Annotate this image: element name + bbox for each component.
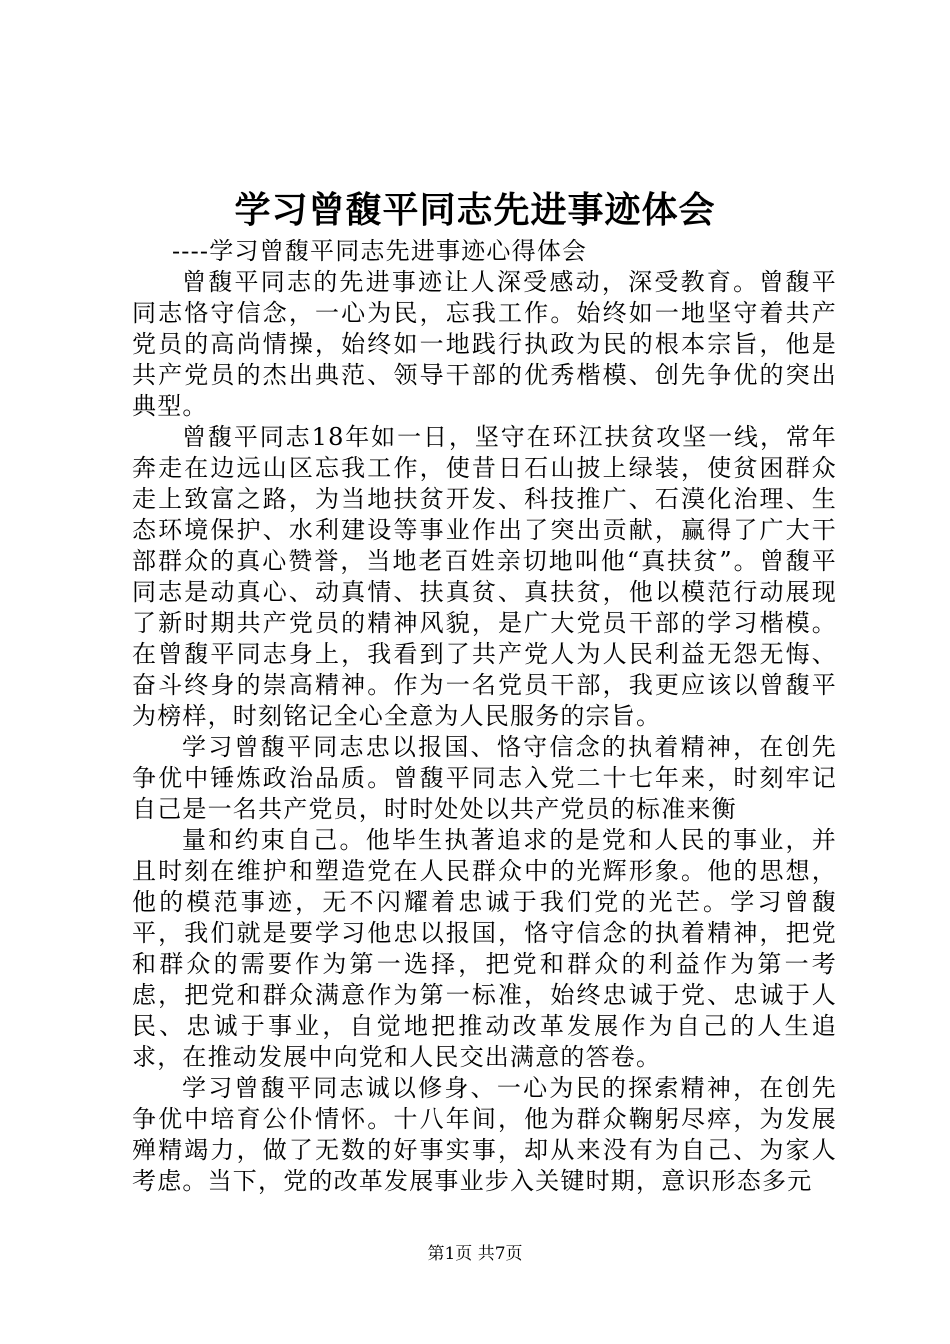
paragraph-4: 量和约束自己。他毕生执著追求的是党和人民的事业，并且时刻在维护和塑造党在人民群众中的光辉形象。他的思想，他的模范事迹，无不闪耀着忠诚于我们党的光芒。学习曾馥平，我们就是要学习他忠以报国，恪守信念的执着精神，把党和群众的需要作为第一选择，把党和群众的利益作为第一考虑，把党和群众满意作为第一标准，始终忠诚于党、忠诚于人民、忠诚于事业，自觉地把推动改革发展作为自己的人生追求，在推动发展中向党和人民交出满意的答卷。: [132, 826, 837, 1071]
page-footer: [0, 1242, 950, 1266]
paragraph-3: 学习曾馥平同志忠以报国、恪守信念的执着精神，在创先争优中锤炼政治品质。曾馥平同志入党二十七年来，时刻牢记自己是一名共产党员，时时处处以共产党员的标准来衡: [132, 733, 837, 823]
paragraph-5: 学习曾馥平同志诚以修身、一心为民的探索精神，在创先争优中培育公仆情怀。十八年间，他为群众鞠躬尽瘁，为发展殚精竭力，做了无数的好事实事，却从来没有为自己、为家人考虑。当下，党的改革发展事业步入关键时期，意识形态多元: [132, 1074, 837, 1195]
paragraph-1: 曾馥平同志的先进事迹让人深受感动，深受教育。曾馥平同志恪守信念，一心为民，忘我工作。始终如一地坚守着共产党员的高尚情操，始终如一地践行执政为民的根本宗旨，他是共产党员的杰出典范、领导干部的优秀楷模、创先争优的突出典型。: [132, 268, 837, 420]
document-title: 学习曾馥平同志先进事迹体会: [234, 189, 716, 231]
page-number: 第1页: [427, 1244, 473, 1264]
document-subtitle: ----学习曾馥平同志先进事迹心得体会: [172, 237, 588, 265]
paragraph-2: 曾馥平同志18年如一日，坚守在环江扶贫攻坚一线，常年奔走在边远山区忘我工作，使昔日石山披上绿装，使贫困群众走上致富之路，为当地扶贫开发、科技推广、石漠化治理、生态环境保护、水利建设等事业作出了突出贡献，赢得了广大干部群众的真心赞誉，当地老百姓亲切地叫他“真扶贫”。曾馥平同志是动真心、动真情、扶真贫、真扶贫，他以模范行动展现了新时期共产党员的精神风貌，是广大党员干部的学习楷模。在曾馥平同志身上，我看到了共产党人为人民利益无怨无悔、奋斗终身的崇高精神。作为一名党员干部，我更应该以曾馥平为榜样，时刻铭记全心全意为人民服务的宗旨。: [132, 423, 837, 730]
document-body: [132, 236, 837, 1197]
page-total: 共7页: [477, 1244, 523, 1264]
